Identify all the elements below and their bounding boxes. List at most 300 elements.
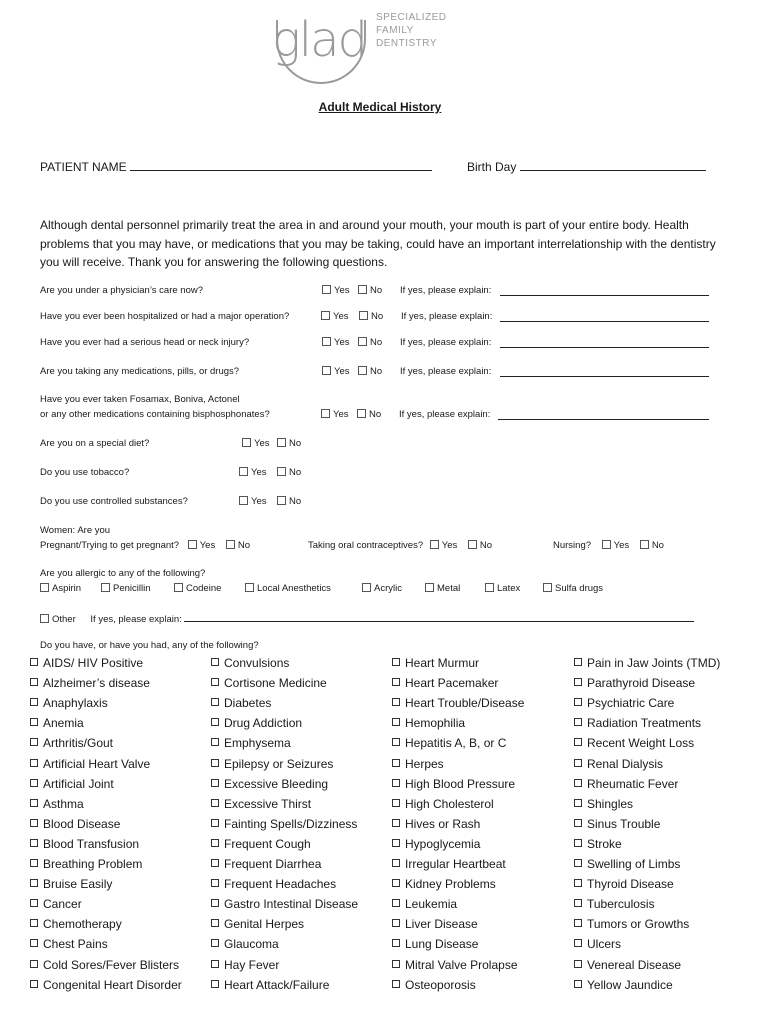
condition-item[interactable] — [30, 978, 182, 992]
condition-item[interactable] — [392, 716, 465, 730]
checkbox-icon — [574, 799, 582, 807]
condition-item[interactable] — [392, 937, 478, 951]
form-title: Adult Medical History — [318, 100, 442, 114]
condition-label: Frequent Diarrhea — [224, 857, 322, 871]
condition-item[interactable] — [211, 958, 279, 972]
controlled-substances-no-checkbox[interactable] — [277, 496, 301, 507]
condition-item[interactable] — [211, 817, 357, 831]
condition-item[interactable] — [392, 857, 506, 871]
bisphosphonates-yes-checkbox[interactable] — [321, 409, 349, 420]
checkbox-icon — [359, 311, 368, 320]
condition-item[interactable] — [30, 696, 108, 710]
birth-day-field[interactable] — [520, 159, 706, 171]
checkbox-icon — [574, 779, 582, 787]
condition-label: Chest Pains — [43, 937, 108, 952]
checkbox-icon — [30, 839, 38, 847]
nursing-yes-checkbox[interactable] — [602, 540, 630, 551]
condition-label: Radiation Treatments — [587, 716, 702, 731]
condition-label: Osteoporosis — [405, 977, 476, 992]
bisphosphonates-explain-label: If yes, please explain: — [399, 409, 491, 420]
yes-label: Yes — [441, 540, 458, 551]
no-label: No — [651, 540, 664, 551]
checkbox-icon — [30, 718, 38, 726]
checkbox-icon — [30, 859, 38, 867]
pregnant-no-checkbox[interactable] — [226, 540, 250, 551]
checkbox-icon — [211, 939, 219, 947]
checkbox-icon — [211, 718, 219, 726]
condition-item[interactable] — [574, 917, 689, 931]
checkbox-icon — [358, 285, 367, 294]
checkbox-icon — [468, 540, 477, 549]
condition-item[interactable] — [392, 736, 506, 750]
condition-label: Yellow Jaundice — [587, 977, 673, 992]
condition-label: Artificial Joint — [43, 776, 114, 791]
no-label: No — [371, 311, 384, 322]
condition-label: Asthma — [43, 796, 84, 811]
condition-item[interactable] — [574, 937, 621, 951]
condition-item[interactable] — [30, 897, 82, 911]
question-hospitalized: Have you ever been hospitalized or had a major operation? — [40, 311, 290, 322]
condition-label: Swelling of Limbs — [587, 857, 681, 871]
condition-item[interactable] — [30, 656, 143, 670]
condition-item[interactable] — [574, 877, 674, 891]
allergy-codeine-checkbox[interactable] — [174, 583, 221, 594]
condition-item[interactable] — [211, 656, 289, 670]
checkbox-icon — [211, 879, 219, 887]
condition-label: Hemophilia — [405, 716, 466, 731]
hospitalized-explain-field[interactable] — [500, 312, 709, 322]
checkbox-icon — [211, 779, 219, 787]
condition-item[interactable] — [574, 676, 695, 690]
checkbox-icon — [30, 698, 38, 706]
tobacco-no-checkbox[interactable] — [277, 467, 301, 478]
condition-item[interactable] — [211, 676, 327, 690]
no-label: No — [370, 285, 383, 296]
condition-item[interactable] — [211, 978, 329, 992]
condition-item[interactable] — [211, 857, 321, 871]
checkbox-icon — [322, 366, 331, 375]
condition-label: Venereal Disease — [587, 957, 682, 972]
checkbox-icon — [211, 859, 219, 867]
allergy-aspirin-checkbox[interactable] — [40, 583, 81, 594]
condition-label: Stroke — [587, 836, 622, 851]
checkbox-icon — [392, 980, 400, 988]
condition-item[interactable] — [211, 736, 291, 750]
condition-label: Gastro Intestinal Disease — [224, 897, 359, 912]
logo-wordmark: glad — [272, 12, 367, 68]
checkbox-icon — [574, 698, 582, 706]
checkbox-icon — [430, 540, 439, 549]
condition-item[interactable] — [392, 817, 480, 831]
physician-care-explain-field[interactable] — [500, 286, 709, 296]
condition-label: Shingles — [587, 796, 634, 811]
checkbox-icon — [211, 839, 219, 847]
condition-label: Cortisone Medicine — [224, 676, 327, 691]
nursing-question: Nursing? — [553, 540, 592, 551]
allergy-sulfa-drugs-checkbox[interactable] — [543, 583, 603, 594]
checkbox-icon — [40, 614, 49, 623]
condition-label: High Cholesterol — [405, 796, 494, 811]
condition-item[interactable] — [211, 716, 302, 730]
allergy-other-checkbox[interactable] — [40, 614, 76, 625]
checkbox-icon — [392, 859, 400, 867]
condition-label: Lung Disease — [405, 937, 479, 952]
condition-item[interactable] — [574, 797, 633, 811]
checkbox-icon — [40, 583, 49, 592]
special-diet-yes-checkbox[interactable] — [242, 438, 270, 449]
condition-item[interactable] — [30, 676, 150, 690]
head-injury-no-checkbox[interactable] — [358, 337, 382, 348]
yes-label: Yes — [613, 540, 630, 551]
condition-item[interactable] — [30, 817, 120, 831]
medications-yes-checkbox[interactable] — [322, 366, 350, 377]
contraceptives-row — [308, 540, 492, 551]
hospitalized-explain-label: If yes, please explain: — [401, 311, 493, 322]
checkbox-icon — [574, 738, 582, 746]
condition-label: Artificial Heart Valve — [43, 756, 151, 771]
condition-item[interactable] — [392, 777, 515, 791]
logo-tagline-3: DENTISTRY — [376, 38, 437, 49]
physician-care-yes-checkbox[interactable] — [322, 285, 350, 296]
checkbox-icon — [392, 759, 400, 767]
checkbox-icon — [211, 799, 219, 807]
condition-label: Cold Sores/Fever Blisters — [43, 957, 180, 972]
condition-label: Glaucoma — [224, 937, 279, 952]
checkbox-icon — [362, 583, 371, 592]
checkbox-icon — [30, 939, 38, 947]
checkbox-icon — [392, 839, 400, 847]
condition-label: Anaphylaxis — [43, 696, 108, 711]
logo-tagline-2: FAMILY — [376, 25, 414, 36]
condition-item[interactable] — [211, 917, 304, 931]
allergy-acrylic-checkbox[interactable] — [362, 583, 402, 594]
no-label: No — [370, 366, 383, 377]
condition-label: Frequent Cough — [224, 836, 311, 851]
condition-label: Thyroid Disease — [587, 877, 674, 892]
condition-item[interactable] — [392, 696, 524, 710]
checkbox-icon — [574, 939, 582, 947]
question-special-diet: Are you on a special diet? — [40, 438, 150, 449]
controlled-substances-yes-checkbox[interactable] — [239, 496, 267, 507]
condition-item[interactable] — [30, 857, 142, 871]
medications-no-checkbox[interactable] — [358, 366, 382, 377]
condition-item[interactable] — [574, 897, 655, 911]
bisphosphonates-explain-field[interactable] — [498, 410, 709, 420]
allergy-local-anesthetics-checkbox[interactable] — [245, 583, 331, 594]
special-diet-no-checkbox[interactable] — [277, 438, 301, 449]
allergy-label: Codeine — [186, 583, 222, 594]
hospitalized-yes-checkbox[interactable] — [321, 311, 349, 322]
bisphosphonates-no-checkbox[interactable] — [357, 409, 381, 420]
condition-label: Anemia — [43, 716, 84, 731]
condition-item[interactable] — [211, 696, 271, 710]
condition-label: Blood Disease — [43, 816, 121, 831]
question-head-injury: Have you ever had a serious head or neck injury? — [40, 337, 250, 348]
checkbox-icon — [188, 540, 197, 549]
condition-label: Blood Transfusion — [43, 836, 140, 851]
checkbox-icon — [543, 583, 552, 592]
condition-label: AIDS/ HIV Positive — [43, 656, 144, 670]
checkbox-icon — [574, 960, 582, 968]
checkbox-icon — [211, 759, 219, 767]
checkbox-icon — [174, 583, 183, 592]
condition-item[interactable] — [574, 817, 660, 831]
condition-item[interactable] — [392, 797, 494, 811]
patient-name-field[interactable] — [130, 159, 432, 171]
condition-label: Arthritis/Gout — [43, 736, 114, 751]
condition-item[interactable] — [392, 917, 478, 931]
checkbox-icon — [239, 467, 248, 476]
allergy-metal-checkbox[interactable] — [425, 583, 460, 594]
allergy-label: Acrylic — [374, 583, 402, 594]
condition-label: Fainting Spells/Dizziness — [224, 816, 358, 831]
checkbox-icon — [358, 337, 367, 346]
checkbox-icon — [101, 583, 110, 592]
condition-item[interactable] — [30, 777, 114, 791]
allergy-latex-checkbox[interactable] — [485, 583, 520, 594]
condition-label: Chemotherapy — [43, 917, 122, 932]
condition-item[interactable] — [30, 958, 179, 972]
condition-item[interactable] — [30, 877, 112, 891]
allergy-explain-field[interactable] — [184, 612, 694, 622]
checkbox-icon — [640, 540, 649, 549]
condition-item[interactable] — [30, 736, 113, 750]
head-injury-explain-field[interactable] — [500, 338, 709, 348]
checkbox-icon — [321, 409, 330, 418]
condition-label: High Blood Pressure — [405, 776, 516, 791]
checkbox-icon — [392, 779, 400, 787]
condition-label: Tuberculosis — [587, 897, 655, 912]
condition-label: Liver Disease — [405, 917, 478, 932]
checkbox-icon — [211, 819, 219, 827]
checkbox-icon — [392, 919, 400, 927]
yes-label: Yes — [251, 496, 267, 507]
condition-label: Herpes — [405, 756, 444, 771]
checkbox-icon — [574, 759, 582, 767]
checkbox-icon — [392, 799, 400, 807]
question-tobacco: Do you use tobacco? — [40, 467, 130, 478]
no-label: No — [289, 496, 302, 507]
condition-item[interactable] — [574, 837, 622, 851]
contraceptives-question: Taking oral contraceptives? — [308, 540, 424, 551]
checkbox-icon — [30, 919, 38, 927]
checkbox-icon — [357, 409, 366, 418]
checkbox-icon — [392, 960, 400, 968]
condition-label: Renal Dialysis — [587, 756, 664, 771]
condition-label: Cancer — [43, 897, 82, 912]
condition-item[interactable] — [574, 736, 694, 750]
yes-label: Yes — [333, 409, 349, 420]
checkbox-icon — [30, 980, 38, 988]
condition-label: Irregular Heartbeat — [405, 857, 506, 871]
checkbox-icon — [211, 960, 219, 968]
condition-label: Excessive Bleeding — [224, 776, 329, 791]
checkbox-icon — [392, 899, 400, 907]
allergy-explain-label: If yes, please explain: — [90, 614, 182, 625]
condition-label: Rheumatic Fever — [587, 776, 679, 791]
checkbox-icon — [574, 879, 582, 887]
condition-label: Breathing Problem — [43, 857, 143, 871]
allergy-penicillin-checkbox[interactable] — [101, 583, 151, 594]
condition-item[interactable] — [392, 978, 476, 992]
checkbox-icon — [574, 819, 582, 827]
condition-item[interactable] — [574, 978, 673, 992]
birth-day-row — [467, 159, 706, 174]
checkbox-icon — [321, 311, 330, 320]
allergies-question: Are you allergic to any of the following? — [40, 568, 206, 579]
condition-item[interactable] — [30, 937, 108, 951]
condition-item[interactable] — [392, 958, 518, 972]
condition-label: Excessive Thirst — [224, 796, 312, 811]
condition-item[interactable] — [574, 958, 681, 972]
condition-item[interactable] — [574, 857, 680, 871]
condition-item[interactable] — [392, 676, 498, 690]
condition-item[interactable] — [392, 877, 496, 891]
logo-tagline-1: SPECIALIZED — [376, 12, 447, 23]
condition-label: Ulcers — [587, 937, 622, 952]
nursing-row — [553, 540, 664, 551]
no-label: No — [369, 409, 382, 420]
condition-item[interactable] — [211, 757, 333, 771]
condition-label: Hay Fever — [224, 957, 280, 972]
women-label: Women: Are you — [40, 525, 111, 536]
condition-label: Recent Weight Loss — [587, 736, 695, 751]
condition-label: Bruise Easily — [43, 877, 113, 892]
condition-item[interactable] — [211, 797, 311, 811]
condition-item[interactable] — [211, 777, 328, 791]
question-bisphosphonates: or any other medications containing bisphosphonates? — [40, 409, 270, 420]
checkbox-icon — [392, 939, 400, 947]
pregnant-question: Pregnant/Trying to get pregnant? — [40, 540, 180, 551]
allergy-label: Penicillin — [113, 583, 151, 594]
hospitalized-no-checkbox[interactable] — [359, 311, 383, 322]
checkbox-icon — [226, 540, 235, 549]
nursing-no-checkbox[interactable] — [640, 540, 664, 551]
checkbox-icon — [30, 879, 38, 887]
checkbox-icon — [574, 899, 582, 907]
question-fosamax: Have you ever taken Fosamax, Boniva, Actonel — [40, 394, 240, 405]
condition-label: Diabetes — [224, 696, 272, 711]
medications-explain-field[interactable] — [500, 367, 709, 377]
checkbox-icon — [392, 879, 400, 887]
checkbox-icon — [574, 980, 582, 988]
allergy-label: Local Anesthetics — [257, 583, 331, 594]
condition-item[interactable] — [30, 716, 84, 730]
checkbox-icon — [30, 759, 38, 767]
condition-label: Convulsions — [224, 656, 290, 670]
condition-item[interactable] — [30, 797, 84, 811]
condition-item[interactable] — [574, 716, 701, 730]
physician-care-no-checkbox[interactable] — [358, 285, 382, 296]
condition-label: Tumors or Growths — [587, 917, 690, 932]
medications-explain-label: If yes, please explain: — [400, 366, 492, 377]
checkbox-icon — [211, 899, 219, 907]
condition-item[interactable] — [392, 656, 479, 670]
checkbox-icon — [392, 738, 400, 746]
checkbox-icon — [602, 540, 611, 549]
checkbox-icon — [211, 738, 219, 746]
condition-item[interactable] — [392, 837, 480, 851]
condition-label: Hepatitis A, B, or C — [405, 736, 507, 751]
checkbox-icon — [30, 738, 38, 746]
checkbox-icon — [574, 859, 582, 867]
checkbox-icon — [30, 658, 38, 666]
checkbox-icon — [30, 899, 38, 907]
pregnant-yes-checkbox[interactable] — [188, 540, 216, 551]
contraceptives-yes-checkbox[interactable] — [430, 540, 458, 551]
checkbox-icon — [30, 799, 38, 807]
yes-label: Yes — [333, 311, 349, 322]
yes-label: Yes — [334, 366, 350, 377]
condition-item[interactable] — [211, 937, 279, 951]
checkbox-icon — [277, 496, 286, 505]
allergy-label: Aspirin — [52, 583, 82, 594]
condition-item[interactable] — [211, 877, 336, 891]
condition-label: Hypoglycemia — [405, 836, 481, 851]
yes-label: Yes — [334, 337, 350, 348]
checkbox-icon — [392, 658, 400, 666]
intro-paragraph: Although dental personnel primarily treat the area in and around your mouth, your mouth is part of your entire body. Health problems that you may have, or medications that you may be taking, could have an important interrelationship with the dentistry you will receive. Thank you for answering the following questions. — [40, 218, 716, 269]
condition-item[interactable] — [574, 777, 678, 791]
practice-logo — [272, 8, 462, 80]
condition-item[interactable] — [30, 757, 150, 771]
no-label: No — [237, 540, 251, 551]
condition-label: Genital Herpes — [224, 917, 305, 932]
contraceptives-no-checkbox[interactable] — [468, 540, 492, 551]
condition-label: Heart Attack/Failure — [224, 977, 330, 992]
condition-label: Kidney Problems — [405, 877, 496, 892]
head-injury-yes-checkbox[interactable] — [322, 337, 350, 348]
checkbox-icon — [30, 960, 38, 968]
condition-label: Hives or Rash — [405, 816, 481, 831]
condition-item[interactable] — [574, 656, 720, 670]
condition-item[interactable] — [392, 897, 457, 911]
condition-label: Pain in Jaw Joints (TMD) — [587, 656, 721, 670]
condition-item[interactable] — [574, 696, 674, 710]
checkbox-icon — [322, 337, 331, 346]
yes-label: Yes — [254, 438, 270, 449]
condition-item[interactable] — [574, 757, 663, 771]
condition-item[interactable] — [392, 757, 444, 771]
checkbox-icon — [245, 583, 254, 592]
condition-item[interactable] — [211, 837, 311, 851]
checkbox-icon — [211, 980, 219, 988]
patient-name-label: PATIENT NAME — [40, 160, 127, 174]
condition-label: Sinus Trouble — [587, 816, 661, 831]
condition-label: Alzheimer’s disease — [43, 676, 150, 691]
allergy-label: Metal — [437, 583, 461, 594]
condition-item[interactable] — [30, 837, 139, 851]
question-physician-care: Are you under a physician’s care now? — [40, 285, 204, 296]
checkbox-icon — [485, 583, 494, 592]
condition-label: Mitral Valve Prolapse — [405, 957, 518, 972]
condition-label: Psychiatric Care — [587, 696, 675, 711]
other-label: Other — [52, 614, 76, 625]
no-label: No — [289, 467, 302, 478]
birth-day-label: Birth Day — [467, 160, 517, 174]
checkbox-icon — [574, 718, 582, 726]
condition-item[interactable] — [211, 897, 358, 911]
condition-item[interactable] — [30, 917, 122, 931]
head-injury-explain-label: If yes, please explain: — [400, 337, 492, 348]
women-pregnant-row — [40, 540, 250, 551]
checkbox-icon — [574, 658, 582, 666]
checkbox-icon — [30, 678, 38, 686]
tobacco-yes-checkbox[interactable] — [239, 467, 267, 478]
checkbox-icon — [392, 698, 400, 706]
checkbox-icon — [211, 698, 219, 706]
yes-label: Yes — [199, 540, 216, 551]
